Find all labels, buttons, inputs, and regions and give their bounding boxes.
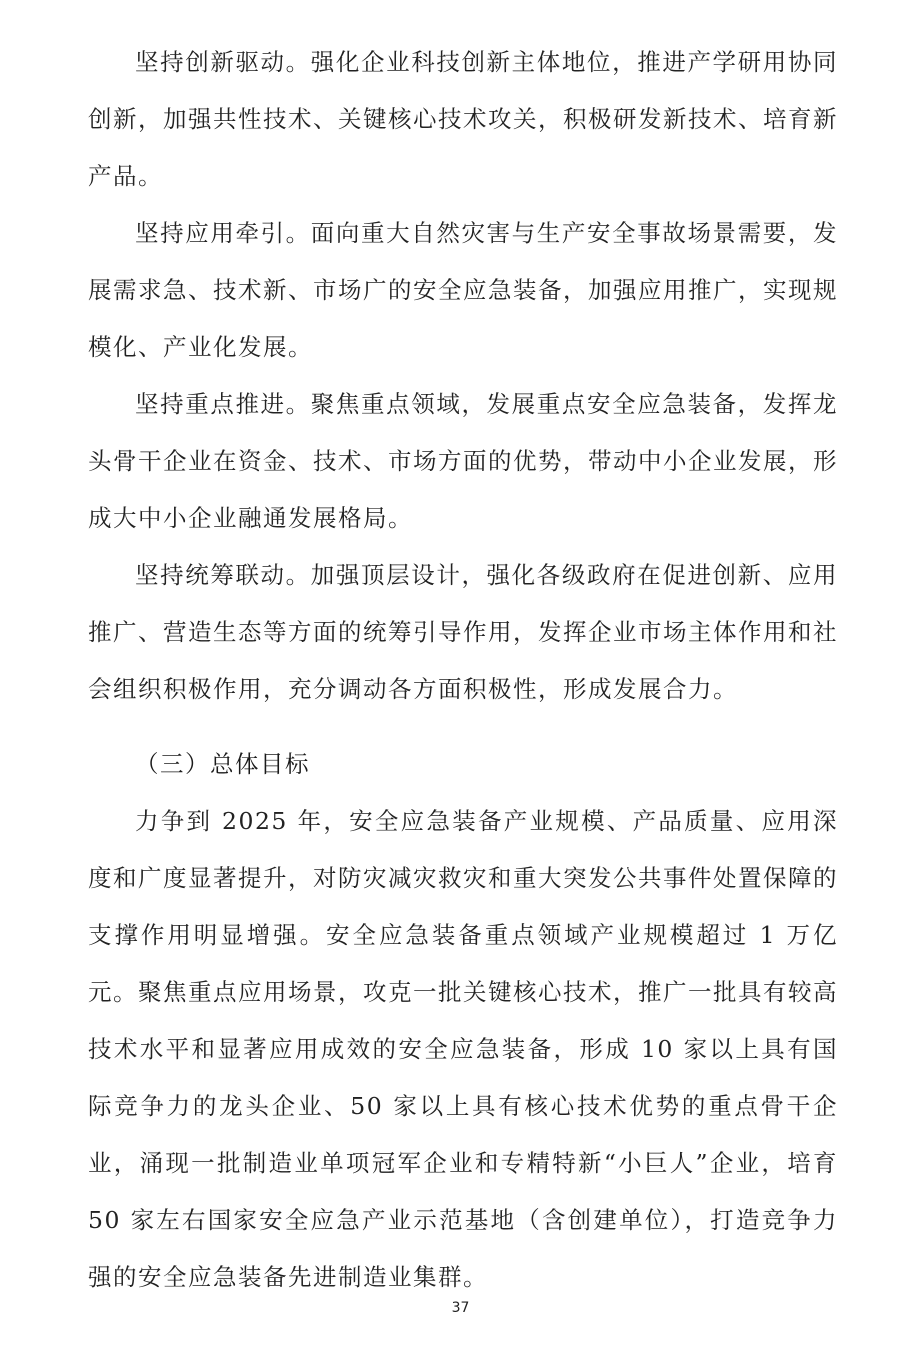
document-page	[88, 34, 838, 1306]
paragraph-innovation-driven: 坚持创新驱动。强化企业科技创新主体地位，推进产学研用协同创新，加强共性技术、关键核心技术攻关，积极研发新技术、培育新产品。	[88, 48, 838, 190]
section-heading-overall-goals: （三）总体目标	[135, 750, 310, 778]
paragraph-application-traction: 坚持应用牵引。面向重大自然灾害与生产安全事故场景需要，发展需求急、技术新、市场广的安全应急装备，加强应用推广，实现规模化、产业化发展。	[88, 219, 838, 361]
paragraph-coordinated-linkage: 坚持统筹联动。加强顶层设计，强化各级政府在促进创新、应用推广、营造生态等方面的统筹引导作用，发挥企业市场主体作用和社会组织积极作用，充分调动各方面积极性，形成发展合力。	[88, 561, 838, 703]
page-number: 37	[451, 1300, 470, 1316]
paragraph-key-promotion: 坚持重点推进。聚焦重点领域，发展重点安全应急装备，发挥龙头骨干企业在资金、技术、市场方面的优势，带动中小企业发展，形成大中小企业融通发展格局。	[88, 390, 838, 532]
paragraph-overall-goals: 力争到 2025 年，安全应急装备产业规模、产品质量、应用深度和广度显著提升，对防灾减灾救灾和重大突发公共事件处置保障的支撑作用明显增强。安全应急装备重点领域产业规模超过 1 万亿元。聚焦重点应用场景，攻克一批关键核心技术，推广一批具有较高技术水平和显著应用成效的安全应急装备，形成 10 家以上具有国际竞争力的龙头企业、50 家以上具有核心技术优势的重点骨干企业，涌现一批制造业单项冠军企业和专精特新“小巨人”企业，培育 50 家左右国家安全应急产业示范基地（含创建单位），打造竞争力强的安全应急装备先进制造业集群。	[88, 807, 838, 1291]
